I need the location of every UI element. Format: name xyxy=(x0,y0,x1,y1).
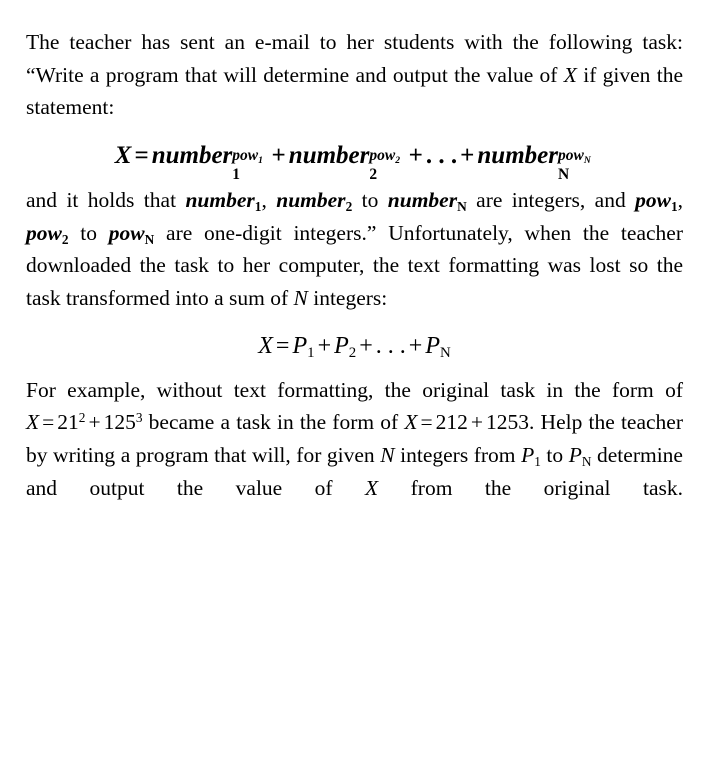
cond-number-1-sub: 1 xyxy=(254,199,262,215)
cond-seg-7: are one-digit integers.” Unfortunately, when the teacher downloaded the task to her computer, the text formatting was lost so the task transformed into a sum of xyxy=(26,220,683,311)
ex-seg-7: from the original task. xyxy=(378,475,683,500)
ex-eq1-plus: + xyxy=(88,410,101,435)
eq1-lhs: X xyxy=(114,142,132,170)
eq1-plus-1: + xyxy=(271,142,286,170)
equation-1-block xyxy=(26,142,683,184)
ex-eq2-num-2: 1253 xyxy=(486,410,530,435)
eq2-ellipsis: . . . xyxy=(375,332,406,359)
eq2-equals: = xyxy=(275,332,290,359)
eq1-termN-base: number xyxy=(477,142,558,170)
ex-seg-6: determine and output the value of xyxy=(26,443,683,500)
cond-seg-5: , xyxy=(677,188,683,213)
ex-eq1-x: X xyxy=(26,410,40,435)
eq1-ellipsis: . . . xyxy=(425,142,458,170)
eq1-termN-sup: pow xyxy=(557,146,584,164)
eq2-pn: P xyxy=(425,332,440,359)
ex-pn-sub: N xyxy=(581,454,592,470)
eq2-plus-1: + xyxy=(317,332,332,359)
eq2-p1-sub: 1 xyxy=(307,345,315,362)
eq1-equals: = xyxy=(134,142,149,170)
paragraph-intro-text-before: The teacher has sent an e-mail to her students with the following task: “Write a program that will determine and output the value of xyxy=(26,30,683,87)
cond-pow-2-sub: 2 xyxy=(61,231,69,247)
eq2-p1: P xyxy=(292,332,308,359)
paragraph-example xyxy=(26,374,683,537)
ex-eq1-sup-1: 2 xyxy=(78,410,86,426)
cond-number-1: number xyxy=(185,188,255,213)
ex-eq1-num-2: 125 xyxy=(103,410,136,435)
cond-number-2-sub: 2 xyxy=(345,199,353,215)
cond-pow-2: pow xyxy=(26,220,62,245)
inline-var-x: X xyxy=(563,62,577,87)
equation-1 xyxy=(114,142,594,184)
ex-seg-2: became a task in the form of xyxy=(142,410,405,435)
eq2-p2: P xyxy=(334,332,349,359)
ex-eq1-equals: = xyxy=(42,410,55,435)
cond-number-2: number xyxy=(276,188,346,213)
eq1-term1-sub: 1 xyxy=(232,166,241,184)
paragraph-intro-text-after: if given the statement: xyxy=(26,62,683,120)
cond-pow-1-sub: 1 xyxy=(670,199,678,215)
cond-pow-n-sub: N xyxy=(144,231,155,247)
ex-var-x: X xyxy=(365,475,379,500)
cond-seg-6: to xyxy=(68,220,109,245)
cond-seg-2: , xyxy=(261,188,277,213)
ex-seg-1: For example, without text formatting, the original task in the form of xyxy=(26,377,683,402)
eq1-term1-sup-sub: 1 xyxy=(258,154,263,166)
ex-p1: P xyxy=(521,443,535,468)
eq2-plus-3: + xyxy=(408,332,423,359)
ex-seg-4: integers from xyxy=(394,443,522,468)
eq2-lhs: X xyxy=(258,332,273,359)
eq1-termN-sup-sub: N xyxy=(583,154,591,166)
paragraph-conditions xyxy=(26,184,683,315)
eq1-term1-sup: pow xyxy=(232,146,259,164)
cond-number-n-sub: N xyxy=(457,199,467,215)
cond-var-n: N xyxy=(293,286,308,311)
ex-seg-3: . Help the teacher by writing a program that will, for given xyxy=(26,410,683,468)
eq1-term2-sup-sub: 2 xyxy=(395,154,401,166)
eq1-termN-sub: N xyxy=(557,166,570,184)
eq2-p2-sub: 2 xyxy=(348,345,357,362)
ex-equation-flattened xyxy=(404,410,529,434)
cond-seg-3: to xyxy=(352,188,388,213)
ex-pn: P xyxy=(568,443,582,468)
ex-eq2-num-1: 212 xyxy=(435,410,468,435)
cond-seg-4: are integers, and xyxy=(466,188,636,213)
eq1-term2-base: number xyxy=(288,142,370,170)
eq1-term1-base: number xyxy=(151,142,233,170)
eq2-pn-sub: N xyxy=(440,345,451,362)
ex-eq1-sup-2: 3 xyxy=(135,410,143,426)
equation-2 xyxy=(258,332,451,362)
paragraph-intro xyxy=(26,26,683,124)
ex-eq2-plus: + xyxy=(470,410,484,435)
cond-pow-1: pow xyxy=(635,188,671,213)
ex-eq1-num-1: 21 xyxy=(57,410,79,435)
ex-equation-original xyxy=(26,410,143,434)
ex-eq2-x: X xyxy=(404,410,418,435)
equation-2-block xyxy=(26,333,683,360)
ex-eq2-equals: = xyxy=(420,410,433,435)
eq2-plus-2: + xyxy=(359,332,373,359)
ex-seg-5: to xyxy=(540,443,569,468)
eq1-term2-sup: pow xyxy=(369,146,396,164)
eq1-plus-3: + xyxy=(460,142,475,170)
cond-number-n: number xyxy=(387,188,458,213)
eq1-plus-2: + xyxy=(408,142,423,170)
eq1-term2-sub: 2 xyxy=(369,166,378,184)
ex-var-n: N xyxy=(380,443,395,468)
cond-seg-8: integers: xyxy=(307,286,388,311)
ex-p1-sub: 1 xyxy=(534,454,541,470)
cond-pow-n: pow xyxy=(108,220,145,245)
cond-seg-1: and it holds that xyxy=(26,188,186,213)
